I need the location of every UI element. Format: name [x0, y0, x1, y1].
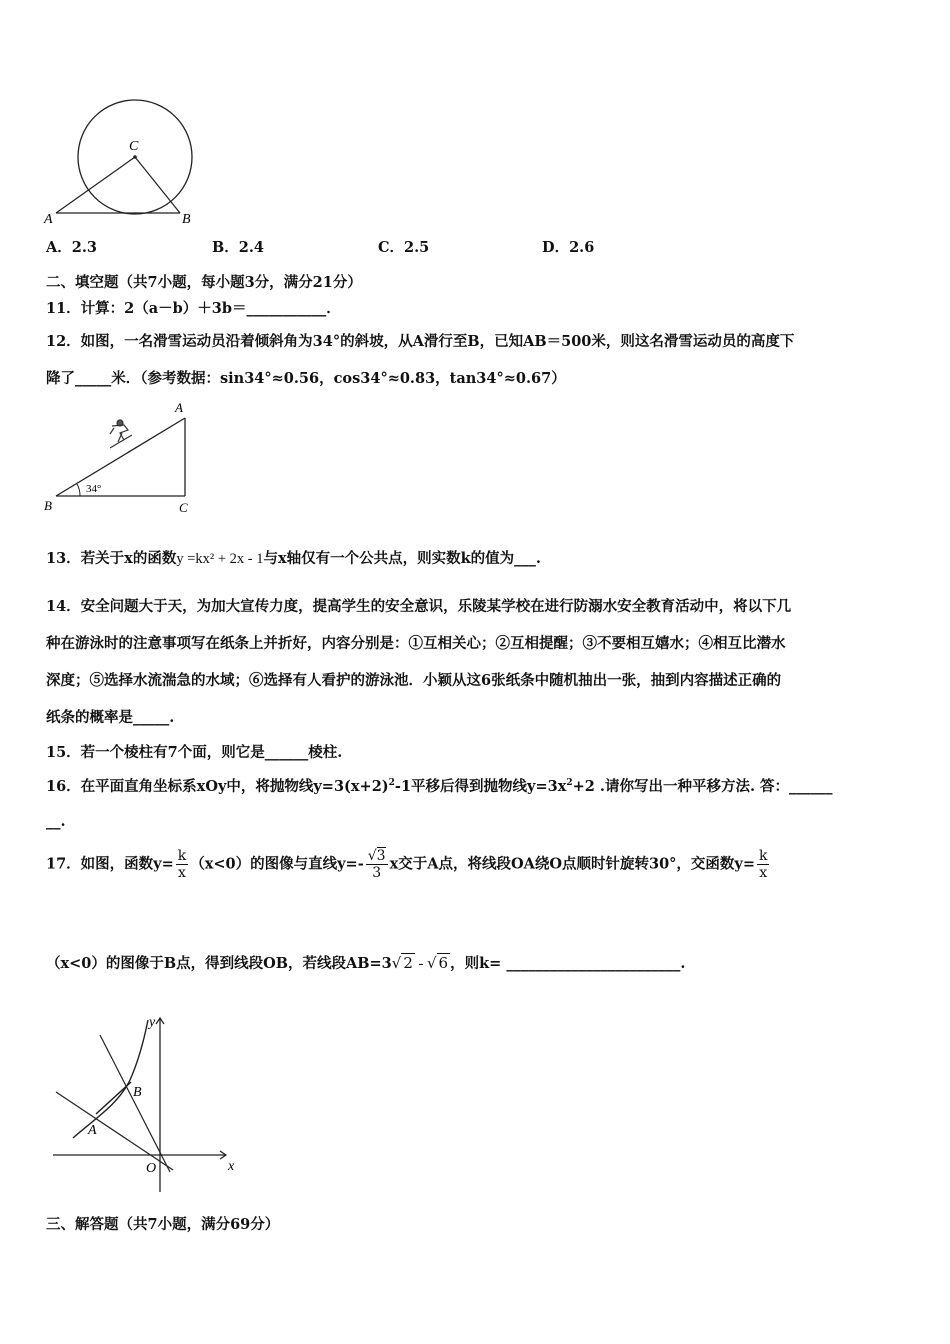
line-oa: [56, 1092, 173, 1170]
fraction-sqrt3-over-3: $\frac{√3}{3}$: [367, 848, 386, 881]
section2-heading: 二、填空题（共7小题，每小题3分，满分21分）: [46, 274, 362, 291]
q16-part2: -1平移后得到抛物线y=3x: [394, 778, 567, 795]
ski-slope-figure: [40, 398, 200, 520]
q13-pre: 13．若关于x的函数: [46, 550, 177, 567]
hyperbola-curve: [73, 1020, 148, 1138]
question-14-line4: 纸条的概率是_____.: [46, 709, 175, 726]
label-y: y: [149, 1015, 156, 1030]
label-b: B: [182, 212, 191, 227]
question-12-line2: 降了_____米．（参考数据：sin34°≈0.56，cos34°≈0.83，tan34°≈0.67）: [46, 370, 566, 387]
label-o: O: [146, 1161, 157, 1176]
q13-post: 与x轴仅有一个公共点，则实数k的值为___.: [263, 550, 541, 567]
question-17-line1: [46, 848, 771, 881]
label-a: A: [88, 1123, 97, 1138]
question-17-line2: [46, 952, 685, 973]
fraction-k-over-x: $\frac{k}{x}$: [177, 848, 187, 881]
question-14-line2: 种在游泳时的注意事项写在纸条上并折好，内容分别是：①互相关心；②互相提醒；③不要相互嬉水；④相互比潜水: [46, 635, 786, 652]
question-13: [46, 547, 541, 568]
q17-part2: （x<0）的图像与直线y=-: [190, 855, 364, 873]
question-14-line1: 14．安全问题大于天，为加大宣传力度，提高学生的安全意识，乐陵某学校在进行防溺水安全教育活动中，将以下几: [46, 598, 792, 615]
q13-formula: y =kx² + 2x - 1: [176, 551, 264, 567]
slope-ab: [56, 418, 185, 496]
circle-tangent-figure: [40, 95, 210, 230]
sqrt-6: √ 6: [426, 954, 449, 972]
segment-ca: [56, 157, 135, 213]
question-11: 11．计算：2（a－b）＋3b＝___________．: [46, 300, 341, 317]
q17-part4: （x<0）的图像于B点，得到线段OB，若线段AB=3: [46, 955, 392, 972]
segment-ab: [96, 1082, 131, 1114]
question-14-line3: 深度；⑤选择水流湍急的水域；⑥选择有人看护的游泳池．小颖从这6张纸条中随机抽出一张，抽到内容描述正确的: [46, 672, 782, 689]
q16-part1: 16．在平面直角坐标系xOy中，将抛物线y=3(x+2): [46, 778, 389, 795]
question-16-line1: [46, 775, 833, 796]
label-b: B: [133, 1085, 142, 1100]
q16-sup1: 2: [388, 778, 395, 789]
segment-cb: [135, 157, 180, 213]
section3-heading: 三、解答题（共7小题，满分69分）: [46, 1216, 280, 1233]
fraction-k-over-x-2: $\frac{k}{x}$: [759, 848, 768, 881]
skier-icon: [110, 420, 132, 448]
q17-minus: -: [414, 956, 427, 972]
question-12-line1: 12．如图，一名滑雪运动员沿着倾斜角为34°的斜坡，从A滑行至B，已知AB＝500米，则这名滑雪运动员的高度下: [46, 333, 795, 350]
label-c: C: [179, 500, 188, 515]
q17-part3: x交于A点，将线段OA绕O点顺时针旋转30°，交函数y=: [389, 855, 755, 873]
option-a: A．2.3: [46, 239, 97, 256]
label-a: A: [44, 212, 53, 227]
q16-sup2: 2: [566, 778, 573, 789]
label-a: A: [175, 400, 183, 415]
question-15: 15．若一个棱柱有7个面，则它是______棱柱.: [46, 744, 343, 761]
label-x: x: [228, 1159, 235, 1174]
option-d: D．2.6: [542, 239, 595, 256]
q17-part5: ，则k= ________________________.: [450, 955, 686, 972]
hyperbola-line-figure: [48, 1010, 243, 1200]
option-b: B．2.4: [212, 239, 264, 256]
q16-part3: +2 .请你写出一种平移方法. 答：______: [572, 778, 833, 795]
q17-part1: 17．如图，函数y=: [46, 855, 174, 873]
sqrt-2: √ 2: [391, 954, 413, 972]
label-angle: 34°: [86, 483, 102, 495]
question-16-line2: __.: [46, 813, 66, 830]
label-c: C: [129, 139, 139, 154]
option-c: C．2.5: [378, 239, 430, 256]
label-b: B: [44, 498, 52, 513]
